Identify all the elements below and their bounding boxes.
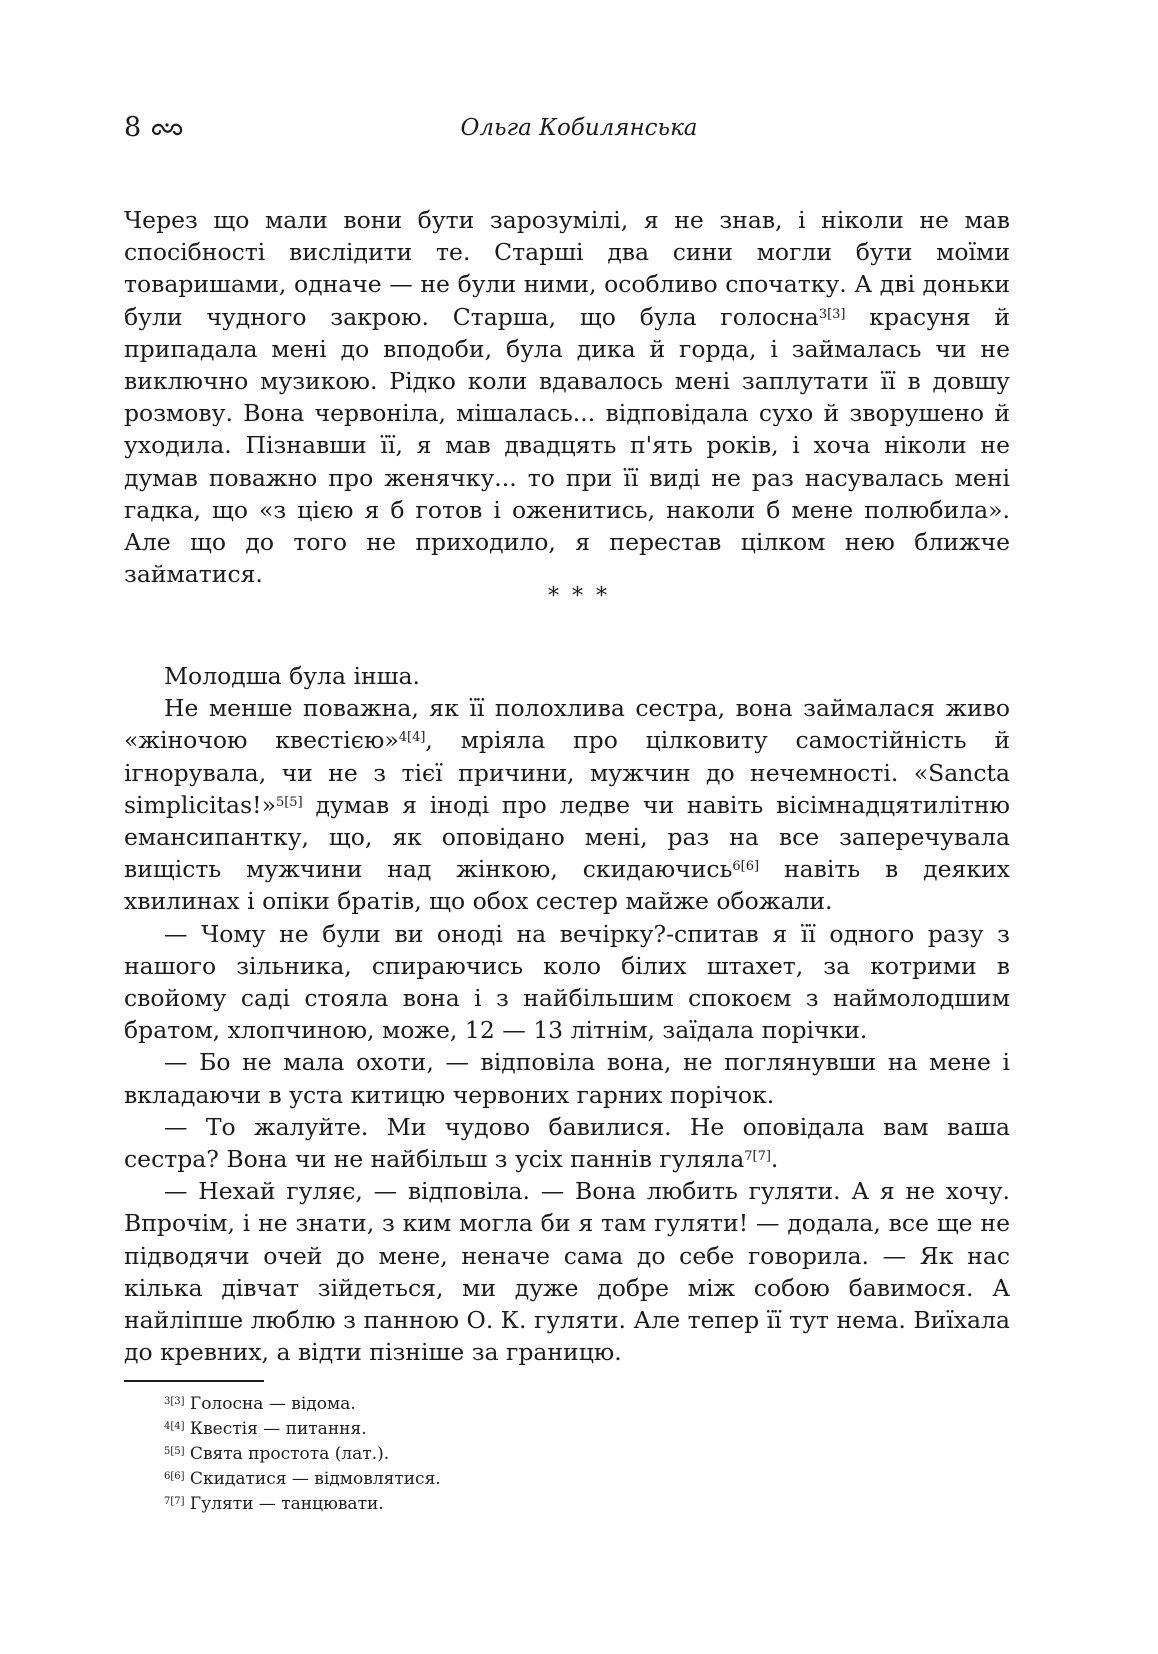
footnote: $^{7[7]}$ Гуляти — танцювати. [164,1494,384,1514]
paragraph: — Нехай гуляє, — відповіла. — Вона любить гуляти. А я не хочу. Впрочім, і не знати, з ким могла би я там гуляти! — додала, все ще не підводячи очей до мене, неначе сама до себе говорила. — Як нас кілька дівчат зійдеться, ми дуже добре між собою бавимося. А найліпше люблю з панною О. К. гуляти. Але тепер її тут нема. Виїхала до кревних, а відти пізніше за границю. [124,1177,1010,1367]
paragraph: — Бо не мала охоти, — відповіла вона, не поглянувши на мене і вкладаючи в уста китицю червоних гарних порічок. [124,1048,1010,1109]
paragraph: Молодша була інша. [164,662,420,690]
footnote-ref: 4[4] [398,730,426,746]
text-block-top [124,204,1010,590]
text-block-main [124,660,1010,1368]
footnote-rule [124,1380,264,1382]
footnote-ref: 6[6] [732,859,760,875]
running-header [124,108,1034,148]
footnote: $^{4[4]}$ Квестія — питання. [164,1419,367,1439]
paragraph: — Чому не були ви оноді на вечірку?-спитав я її одного разу з нашого зільника, спираючись коло білих штахет, за котрими в свойому саді стояла вона і з найбільшим спокоєм з наймолодшим братом, хлопчиною, може, 12 — 13 літнім, заїдала порічки. [124,919,1010,1045]
footnotes [164,1392,441,1517]
paragraph: Через що мали вони бути зарозумілі, я не знав, і ніколи не мав спосібності вислідити те. Старші два сини могли бути моїми товаришами, одначе — не були ними, особливо спочатку. А дві доньки були чудного закрою. Старша, що була голосна$^{3[3]}$ красуня й припадала мені до вподоби, була дика й горда, і займалась чи не виключно музикою. Рідко коли вдавалось мені заплутати її в довшу розмову. Вона червоніла, мішалась... відповідала сухо й зворушено й уходила. Пізнавши її, я мав двадцять п'ять років, і хоча ніколи не думав поважно про женячку... то при її виді не раз насувалась мені гадка, що «з цією я б готов і оженитись, наколи б мене полюбила». Але що до того не приходило, я перестав цілком нею ближче займатися. [124,206,1010,589]
page-number: 8 [124,112,142,143]
paragraph: — То жалуйте. Ми чудово бавилися. Не оповідала вам ваша сестра? Вона чи не найбільш з усіх паннів гуляла$^{7[7]}$. [124,1112,1010,1174]
footnote-ref: 5[5] [275,794,303,810]
section-separator: * * * [548,584,610,609]
footnote: $^{5[5]}$ Свята простота (лат.). [164,1444,390,1464]
running-title: Ольга Кобилянська [460,115,698,141]
footnote: $^{3[3]}$ Голосна — відома. [164,1394,356,1414]
footnote-ref: 3[3] [818,306,846,322]
paragraph: Не менше поважна, як її полохлива сестра, вона займалася живо «жіночою квестією»$^{4[4]}$, мріяла про цілковиту самостійність й ігнорувала, чи не з тієї причини, мужчин до нечемності. «Sancta simplicitas!»$^{5[5]}$ думав я іноді про ледве чи навіть вісімнадцятилітню емансипантку, що, як оповідано мені, раз на все заперечувала вищість мужчини над жінкою, скидаючись$^{6[6]}$ навіть в деяких хвилинах і опіки братів, що обох сестер майже обожали. [124,694,1010,916]
footnote-ref: 7[7] [744,1149,771,1165]
footnote: $^{6[6]}$ Скидатися — відмовлятися. [164,1469,441,1489]
